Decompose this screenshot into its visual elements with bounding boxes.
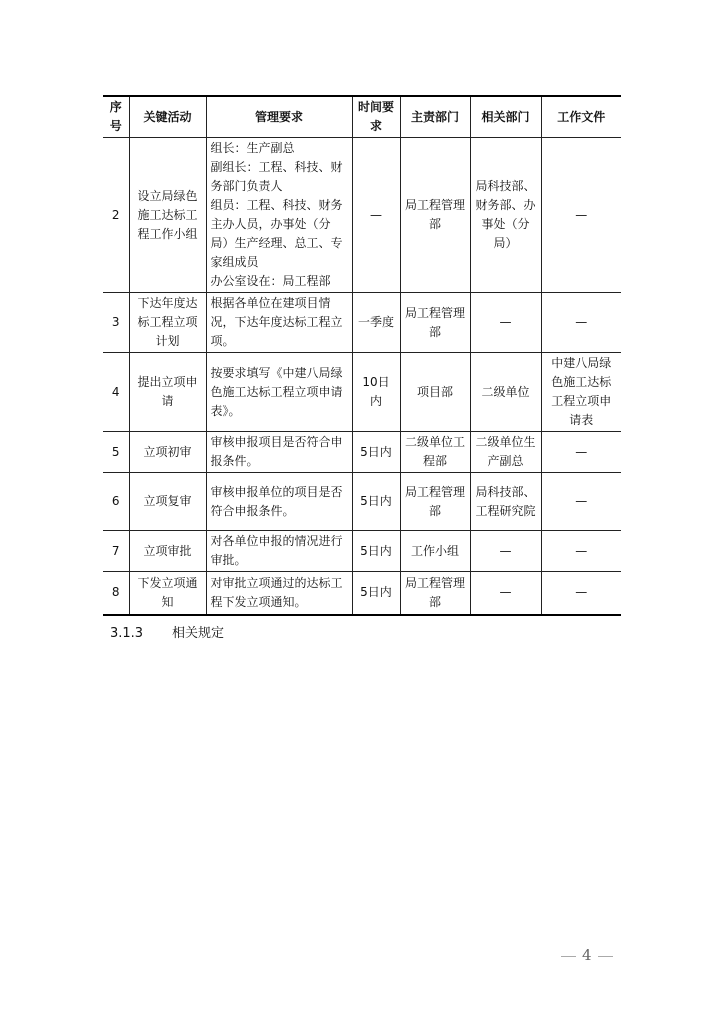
cell-lead-dept: 项目部 [400, 353, 470, 432]
cell-related-dept: — [470, 293, 541, 353]
header-activity: 关键活动 [129, 96, 206, 138]
page-footer [555, 946, 619, 964]
table-row [103, 572, 621, 615]
header-time: 时间要求 [352, 96, 400, 138]
table-row [103, 432, 621, 473]
cell-activity: 提出立项申请 [129, 353, 206, 432]
cell-activity: 下达年度达标工程立项计划 [129, 293, 206, 353]
cell-time: 5日内 [352, 473, 400, 531]
cell-time: 5日内 [352, 572, 400, 615]
cell-activity: 设立局绿色施工达标工程工作小组 [129, 138, 206, 293]
cell-activity: 立项复审 [129, 473, 206, 531]
section-heading [110, 622, 224, 641]
cell-requirement: 对审批立项通过的达标工程下发立项通知。 [206, 572, 352, 615]
cell-work-doc: 中建八局绿色施工达标工程立项申请表 [541, 353, 621, 432]
cell-time: 一季度 [352, 293, 400, 353]
cell-requirement: 根据各单位在建项目情况，下达年度达标工程立项。 [206, 293, 352, 353]
cell-no: 8 [103, 572, 129, 615]
cell-work-doc: — [541, 531, 621, 572]
cell-work-doc: — [541, 293, 621, 353]
cell-work-doc: — [541, 572, 621, 615]
cell-requirement: 按要求填写《中建八局绿色施工达标工程立项申请表》。 [206, 353, 352, 432]
cell-no: 4 [103, 353, 129, 432]
cell-time: 5日内 [352, 432, 400, 473]
cell-time: — [352, 138, 400, 293]
cell-time: 5日内 [352, 531, 400, 572]
section-title: 相关规定 [172, 626, 225, 641]
cell-lead-dept: 二级单位工程部 [400, 432, 470, 473]
cell-work-doc: — [541, 432, 621, 473]
header-no: 序号 [103, 96, 129, 138]
cell-lead-dept: 局工程管理部 [400, 473, 470, 531]
header-work-doc: 工作文件 [541, 96, 621, 138]
cell-lead-dept: 局工程管理部 [400, 138, 470, 293]
cell-related-dept: 局科技部、工程研究院 [470, 473, 541, 531]
table-header-row [103, 96, 621, 138]
cell-requirement: 对各单位申报的情况进行审批。 [206, 531, 352, 572]
cell-lead-dept: 局工程管理部 [400, 572, 470, 615]
table-row [103, 293, 621, 353]
cell-no: 2 [103, 138, 129, 293]
header-requirement: 管理要求 [206, 96, 352, 138]
cell-no: 6 [103, 473, 129, 531]
cell-time: 10日内 [352, 353, 400, 432]
cell-lead-dept: 工作小组 [400, 531, 470, 572]
table-row [103, 353, 621, 432]
cell-activity: 立项初审 [129, 432, 206, 473]
footer-dash-right [598, 956, 613, 957]
cell-work-doc: — [541, 138, 621, 293]
cell-activity: 立项审批 [129, 531, 206, 572]
cell-lead-dept: 局工程管理部 [400, 293, 470, 353]
page-number: 4 [582, 946, 592, 964]
cell-no: 5 [103, 432, 129, 473]
cell-requirement: 审核申报项目是否符合申报条件。 [206, 432, 352, 473]
table-row [103, 138, 621, 293]
table-row [103, 473, 621, 531]
cell-requirement: 组长：生产副总 副组长：工程、科技、财务部门负责人 组员：工程、科技、财务主办人员，办事处（分局）生产经理、总工、专家组成员 办公室设在：局工程部 [206, 138, 352, 293]
cell-related-dept: — [470, 531, 541, 572]
header-related-dept: 相关部门 [470, 96, 541, 138]
cell-no: 7 [103, 531, 129, 572]
cell-activity: 下发立项通知 [129, 572, 206, 615]
cell-related-dept: 局科技部、财务部、办事处（分局） [470, 138, 541, 293]
footer-dash-left [561, 956, 576, 957]
cell-work-doc: — [541, 473, 621, 531]
cell-requirement: 审核申报单位的项目是否符合申报条件。 [206, 473, 352, 531]
cell-no: 3 [103, 293, 129, 353]
section-number: 3.1.3 [110, 626, 144, 641]
cell-related-dept: 二级单位 [470, 353, 541, 432]
cell-related-dept: 二级单位生产副总 [470, 432, 541, 473]
cell-related-dept: — [470, 572, 541, 615]
process-table [103, 95, 621, 616]
header-lead-dept: 主责部门 [400, 96, 470, 138]
table-row [103, 531, 621, 572]
